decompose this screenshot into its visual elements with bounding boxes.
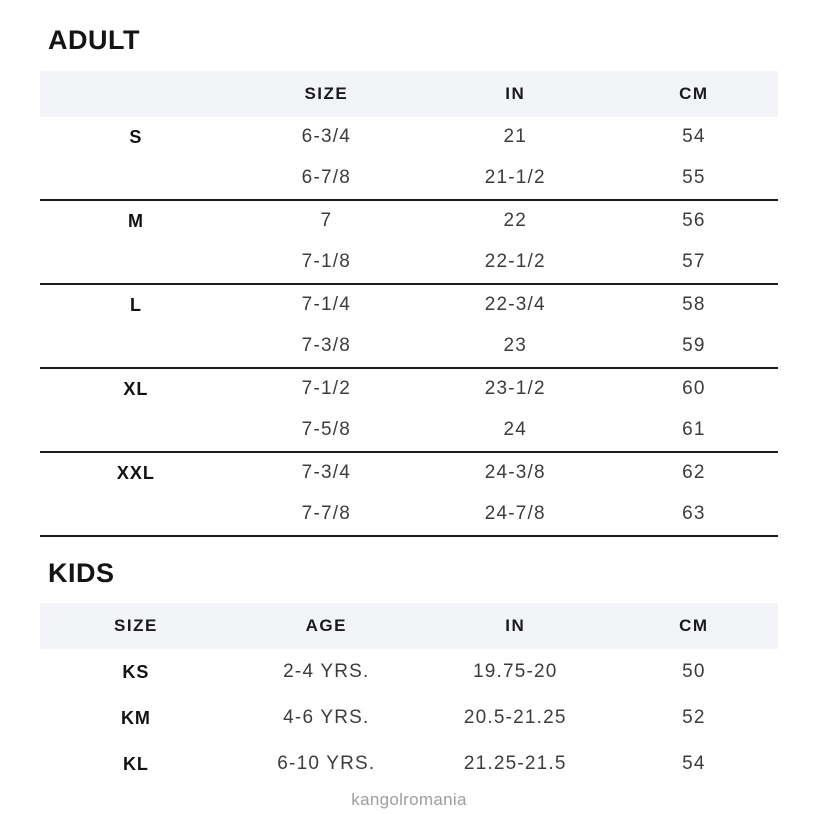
cm-cell: 57 <box>682 251 706 273</box>
table-row <box>40 369 778 410</box>
size-group-xl <box>40 369 778 453</box>
inches-cell: 24-7/8 <box>484 503 546 525</box>
size-group-m <box>40 201 778 285</box>
age-cell: 6-10 YRS. <box>277 753 376 775</box>
kids-column-header-in: IN <box>505 616 526 636</box>
age-cell: 2-4 YRS. <box>283 661 370 683</box>
inches-cell: 22-3/4 <box>484 294 546 316</box>
table-row <box>40 649 778 695</box>
page-footer <box>40 790 778 810</box>
table-row <box>40 695 778 741</box>
table-row <box>40 326 778 367</box>
kids-table-header-row <box>40 603 778 649</box>
inches-cell: 24-3/8 <box>484 462 546 484</box>
adult-size-table <box>40 71 778 537</box>
size-group-label: S <box>129 126 143 147</box>
size-group-xxl <box>40 453 778 537</box>
inches-cell: 24 <box>503 419 528 441</box>
adult-column-header-in: IN <box>505 83 526 103</box>
size-cell: 7-1/8 <box>301 251 351 273</box>
table-row <box>40 201 778 242</box>
table-row <box>40 453 778 494</box>
kids-size-table <box>40 603 778 787</box>
table-row <box>40 242 778 283</box>
kids-column-header-size: SIZE <box>114 616 158 636</box>
size-group-label: M <box>127 210 144 231</box>
size-cell: 7-7/8 <box>301 503 351 525</box>
table-row <box>40 494 778 535</box>
table-row <box>40 117 778 158</box>
cm-cell: 59 <box>682 335 706 357</box>
cm-cell: 58 <box>682 294 706 316</box>
size-group-label: XL <box>123 378 149 399</box>
size-cell: 7 <box>320 210 333 232</box>
adult-section <box>40 26 778 537</box>
size-cell: 7-1/2 <box>301 378 351 400</box>
adult-table-header-row <box>40 71 778 117</box>
size-cell: 7-5/8 <box>301 419 351 441</box>
inches-cell: 23-1/2 <box>484 378 546 400</box>
age-cell: 4-6 YRS. <box>283 707 370 729</box>
inches-cell: 21-1/2 <box>484 167 546 189</box>
size-cell: 6-7/8 <box>301 167 351 189</box>
size-group-label: L <box>129 294 142 315</box>
inches-cell: 22-1/2 <box>484 251 546 273</box>
cm-cell: 63 <box>682 503 706 525</box>
inches-cell: 21 <box>503 126 528 148</box>
size-group-label: XXL <box>116 462 155 483</box>
cm-cell: 54 <box>682 753 706 775</box>
cm-cell: 54 <box>682 126 706 148</box>
cm-cell: 56 <box>682 210 706 232</box>
cm-cell: 60 <box>682 378 706 400</box>
inches-cell: 22 <box>503 210 528 232</box>
size-cell: 6-3/4 <box>301 126 351 148</box>
table-row <box>40 741 778 787</box>
size-label: KM <box>120 707 151 728</box>
kids-column-header-age: AGE <box>305 616 347 636</box>
inches-cell: 20.5-21.25 <box>463 707 567 729</box>
adult-section-title: ADULT <box>48 25 140 55</box>
cm-cell: 52 <box>682 707 706 729</box>
cm-cell: 62 <box>682 462 706 484</box>
watermark-text: kangolromania <box>351 790 467 810</box>
size-cell: 7-3/4 <box>301 462 351 484</box>
inches-cell: 23 <box>503 335 528 357</box>
cm-cell: 55 <box>682 167 706 189</box>
size-group-s <box>40 117 778 201</box>
cm-cell: 61 <box>682 419 706 441</box>
cm-cell: 50 <box>682 661 706 683</box>
size-cell: 7-1/4 <box>301 294 351 316</box>
adult-column-header-size: SIZE <box>304 83 349 103</box>
adult-column-header-cm: CM <box>679 83 709 103</box>
inches-cell: 19.75-20 <box>472 661 558 683</box>
table-row <box>40 410 778 451</box>
table-row <box>40 158 778 199</box>
kids-column-header-cm: CM <box>679 616 709 636</box>
table-row <box>40 285 778 326</box>
size-label: KL <box>122 753 149 774</box>
kids-section-title: KIDS <box>48 557 115 588</box>
kids-section <box>40 559 778 788</box>
size-group-l <box>40 285 778 369</box>
size-label: KS <box>122 661 150 682</box>
size-cell: 7-3/8 <box>301 335 351 357</box>
inches-cell: 21.25-21.5 <box>463 753 567 775</box>
